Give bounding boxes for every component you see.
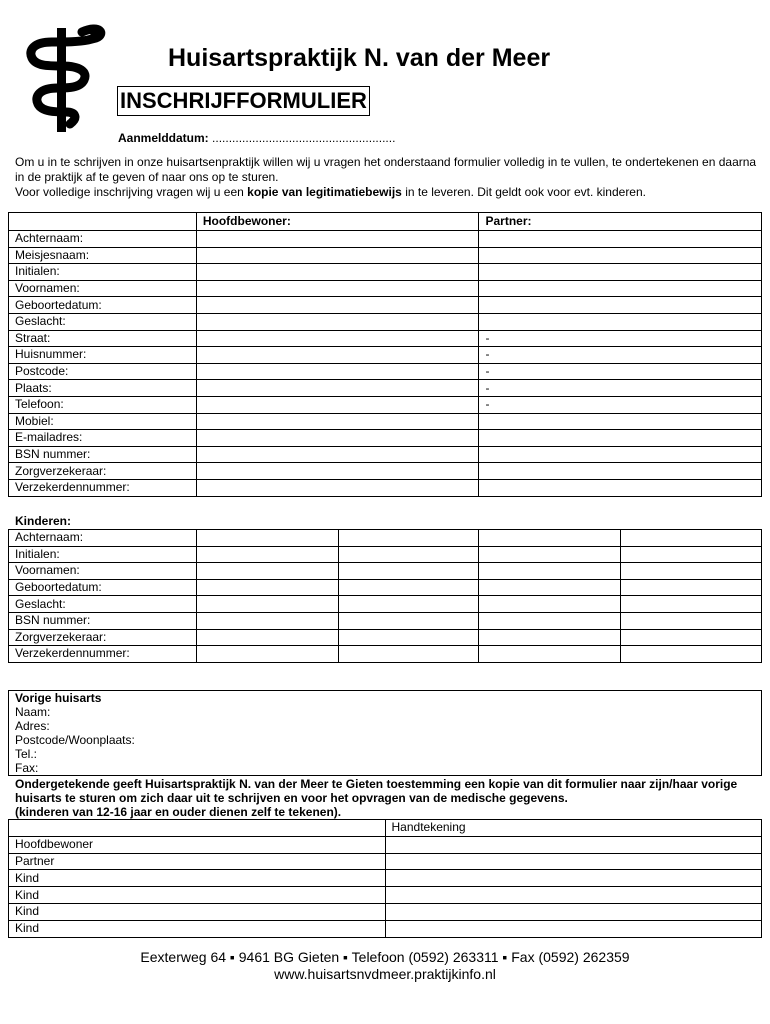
intro-line-2	[15, 185, 760, 200]
table-row	[9, 297, 762, 314]
row-label: Huisnummer:	[9, 347, 197, 364]
child-3-field[interactable]	[479, 596, 621, 613]
previous-gp-line: Adres:	[15, 719, 50, 733]
table-row	[9, 396, 762, 413]
table-row	[9, 479, 762, 496]
signer-label: Kind	[9, 870, 386, 887]
child-3-field[interactable]	[479, 530, 621, 547]
child-1-field[interactable]	[196, 646, 338, 663]
table-row	[9, 380, 762, 397]
child-1-field[interactable]	[196, 629, 338, 646]
child-4-field[interactable]	[621, 646, 762, 663]
signature-col-label: Handtekening	[385, 820, 762, 837]
table-row	[9, 280, 762, 297]
signature-field[interactable]	[385, 903, 762, 920]
table-header-row	[9, 213, 762, 231]
intro-line-2-post: in te leveren. Dit geldt ook voor evt. kinderen.	[401, 185, 646, 199]
hoofdbewoner-field[interactable]	[196, 396, 479, 413]
row-label: Achternaam:	[9, 530, 197, 547]
row-label: Geslacht:	[9, 313, 197, 330]
table-row	[9, 646, 762, 663]
table-row	[9, 920, 762, 937]
hoofdbewoner-field[interactable]	[196, 363, 479, 380]
partner-field[interactable]: -	[479, 380, 762, 397]
row-label: Initialen:	[9, 546, 197, 563]
signer-label: Kind	[9, 920, 386, 937]
child-4-field[interactable]	[621, 596, 762, 613]
table-row	[9, 463, 762, 480]
row-label: Initialen:	[9, 264, 197, 281]
practice-title: Huisartspraktijk N. van der Meer	[168, 44, 551, 72]
signature-header-row	[9, 820, 762, 837]
child-3-field[interactable]	[479, 646, 621, 663]
signature-field[interactable]	[385, 836, 762, 853]
child-1-field[interactable]	[196, 596, 338, 613]
table-row	[9, 836, 762, 853]
consent-line-1: Ondergetekende geeft Huisartspraktijk N. van der Meer te Gieten toestemming een kopie van dit formulier naar zijn/haar vorige huisarts te sturen om zich daar uit te schrijven en voor het opvragen van de medische gegevens.	[15, 777, 738, 805]
partner-field[interactable]	[479, 247, 762, 264]
signer-label: Hoofdbewoner	[9, 836, 386, 853]
row-label: Verzekerdennummer:	[9, 646, 197, 663]
intro-line-2-bold: kopie van legitimatiebewijs	[247, 185, 402, 199]
child-4-field[interactable]	[621, 546, 762, 563]
table-row	[9, 870, 762, 887]
hoofdbewoner-field[interactable]	[196, 313, 479, 330]
row-label: Straat:	[9, 330, 197, 347]
form-title: INSCHRIJFFORMULIER	[117, 86, 370, 116]
signature-header-blank	[9, 820, 386, 837]
children-title: Kinderen:	[15, 514, 72, 528]
registration-date	[118, 131, 395, 145]
previous-gp-title: Vorige huisarts	[15, 691, 102, 705]
hoofdbewoner-field[interactable]	[196, 347, 479, 364]
hoofdbewoner-field[interactable]	[196, 479, 479, 496]
intro-line-2-pre: Voor volledige inschrijving vragen wij u een	[15, 185, 248, 199]
table-row	[9, 264, 762, 281]
child-3-field[interactable]	[479, 579, 621, 596]
child-2-field[interactable]	[338, 579, 479, 596]
row-label: Plaats:	[9, 380, 197, 397]
child-2-field[interactable]	[338, 629, 479, 646]
row-label: Verzekerdennummer:	[9, 479, 197, 496]
row-label: Telefoon:	[9, 396, 197, 413]
hoofdbewoner-field[interactable]	[196, 247, 479, 264]
signature-field[interactable]	[385, 920, 762, 937]
signer-label: Kind	[9, 903, 386, 920]
partner-field[interactable]: -	[479, 363, 762, 380]
partner-field[interactable]: -	[479, 347, 762, 364]
child-2-field[interactable]	[338, 530, 479, 547]
header-blank	[9, 213, 197, 231]
child-1-field[interactable]	[196, 546, 338, 563]
table-row	[9, 247, 762, 264]
row-label: Mobiel:	[9, 413, 197, 430]
child-1-field[interactable]	[196, 530, 338, 547]
row-label: Zorgverzekeraar:	[9, 463, 197, 480]
table-row	[9, 546, 762, 563]
row-label: Voornamen:	[9, 563, 197, 580]
child-4-field[interactable]	[621, 629, 762, 646]
signer-label: Kind	[9, 887, 386, 904]
footer	[0, 949, 770, 983]
row-label: Voornamen:	[9, 280, 197, 297]
signer-label: Partner	[9, 853, 386, 870]
table-row	[9, 612, 762, 629]
row-label: BSN nummer:	[9, 446, 197, 463]
row-label: Geboortedatum:	[9, 297, 197, 314]
intro-text	[15, 155, 760, 200]
children-table	[8, 529, 762, 663]
partner-field[interactable]	[479, 446, 762, 463]
partner-field[interactable]	[479, 479, 762, 496]
table-row	[9, 413, 762, 430]
table-row	[9, 629, 762, 646]
table-row	[9, 563, 762, 580]
hoofdbewoner-field[interactable]	[196, 280, 479, 297]
row-label: Postcode:	[9, 363, 197, 380]
main-person-table	[8, 212, 762, 497]
table-row	[9, 887, 762, 904]
partner-field[interactable]: -	[479, 330, 762, 347]
partner-field[interactable]	[479, 297, 762, 314]
partner-field[interactable]	[479, 463, 762, 480]
child-2-field[interactable]	[338, 596, 479, 613]
col-hoofdbewoner: Hoofdbewoner:	[196, 213, 479, 231]
consent-text	[15, 777, 760, 819]
partner-field[interactable]	[479, 280, 762, 297]
previous-gp-box	[8, 690, 762, 776]
child-1-field[interactable]	[196, 612, 338, 629]
aesculapius-logo-icon	[22, 20, 106, 138]
table-row	[9, 903, 762, 920]
table-row	[9, 231, 762, 248]
child-4-field[interactable]	[621, 530, 762, 547]
row-label: Geslacht:	[9, 596, 197, 613]
hoofdbewoner-field[interactable]	[196, 330, 479, 347]
row-label: Zorgverzekeraar:	[9, 629, 197, 646]
table-row	[9, 530, 762, 547]
partner-field[interactable]	[479, 264, 762, 281]
row-label: E-mailadres:	[9, 430, 197, 447]
child-2-field[interactable]	[338, 546, 479, 563]
partner-field[interactable]	[479, 313, 762, 330]
table-row	[9, 347, 762, 364]
hoofdbewoner-field[interactable]	[196, 380, 479, 397]
col-partner: Partner:	[479, 213, 762, 231]
row-label: Meisjesnaam:	[9, 247, 197, 264]
partner-field[interactable]: -	[479, 396, 762, 413]
footer-address: Eexterweg 64 ▪ 9461 BG Gieten ▪ Telefoon (0592) 263311 ▪ Fax (0592) 262359	[140, 949, 630, 965]
previous-gp-line: Naam:	[15, 705, 51, 719]
hoofdbewoner-field[interactable]	[196, 264, 479, 281]
signature-field[interactable]	[385, 870, 762, 887]
table-row	[9, 330, 762, 347]
child-4-field[interactable]	[621, 563, 762, 580]
table-row	[9, 313, 762, 330]
previous-gp-line: Postcode/Woonplaats:	[15, 733, 135, 747]
child-4-field[interactable]	[621, 579, 762, 596]
previous-gp-line: Tel.:	[15, 747, 38, 761]
child-3-field[interactable]	[479, 612, 621, 629]
partner-field[interactable]	[479, 430, 762, 447]
child-3-field[interactable]	[479, 563, 621, 580]
row-label: Achternaam:	[9, 231, 197, 248]
signature-field[interactable]	[385, 887, 762, 904]
child-4-field[interactable]	[621, 612, 762, 629]
row-label: BSN nummer:	[9, 612, 197, 629]
hoofdbewoner-field[interactable]	[196, 231, 479, 248]
registration-date-field[interactable]: .......................................................	[212, 131, 396, 145]
child-2-field[interactable]	[338, 563, 479, 580]
table-row	[9, 430, 762, 447]
previous-gp-content[interactable]	[9, 691, 762, 776]
signature-field[interactable]	[385, 853, 762, 870]
consent-line-2: (kinderen van 12-16 jaar en ouder dienen zelf te tekenen).	[15, 805, 342, 819]
footer-website[interactable]: www.huisartsnvdmeer.praktijkinfo.nl	[274, 966, 496, 982]
child-2-field[interactable]	[338, 612, 479, 629]
registration-date-label: Aanmelddatum:	[118, 131, 209, 145]
table-row	[9, 596, 762, 613]
hoofdbewoner-field[interactable]	[196, 297, 479, 314]
hoofdbewoner-field[interactable]	[196, 446, 479, 463]
row-label: Geboortedatum:	[9, 579, 197, 596]
hoofdbewoner-field[interactable]	[196, 430, 479, 447]
partner-field[interactable]	[479, 231, 762, 248]
child-3-field[interactable]	[479, 629, 621, 646]
table-row	[9, 853, 762, 870]
child-3-field[interactable]	[479, 546, 621, 563]
child-1-field[interactable]	[196, 563, 338, 580]
table-row	[9, 446, 762, 463]
child-2-field[interactable]	[338, 646, 479, 663]
intro-line-1: Om u in te schrijven in onze huisartsenpraktijk willen wij u vragen het onderstaand formulier volledig in te vullen, te ondertekenen en daarna in de praktijk af te geven of naar ons op te sturen.	[15, 155, 757, 184]
hoofdbewoner-field[interactable]	[196, 413, 479, 430]
signature-table	[8, 819, 762, 938]
child-1-field[interactable]	[196, 579, 338, 596]
previous-gp-line: Fax:	[15, 761, 39, 775]
partner-field[interactable]	[479, 413, 762, 430]
table-row	[9, 579, 762, 596]
table-row	[9, 363, 762, 380]
hoofdbewoner-field[interactable]	[196, 463, 479, 480]
